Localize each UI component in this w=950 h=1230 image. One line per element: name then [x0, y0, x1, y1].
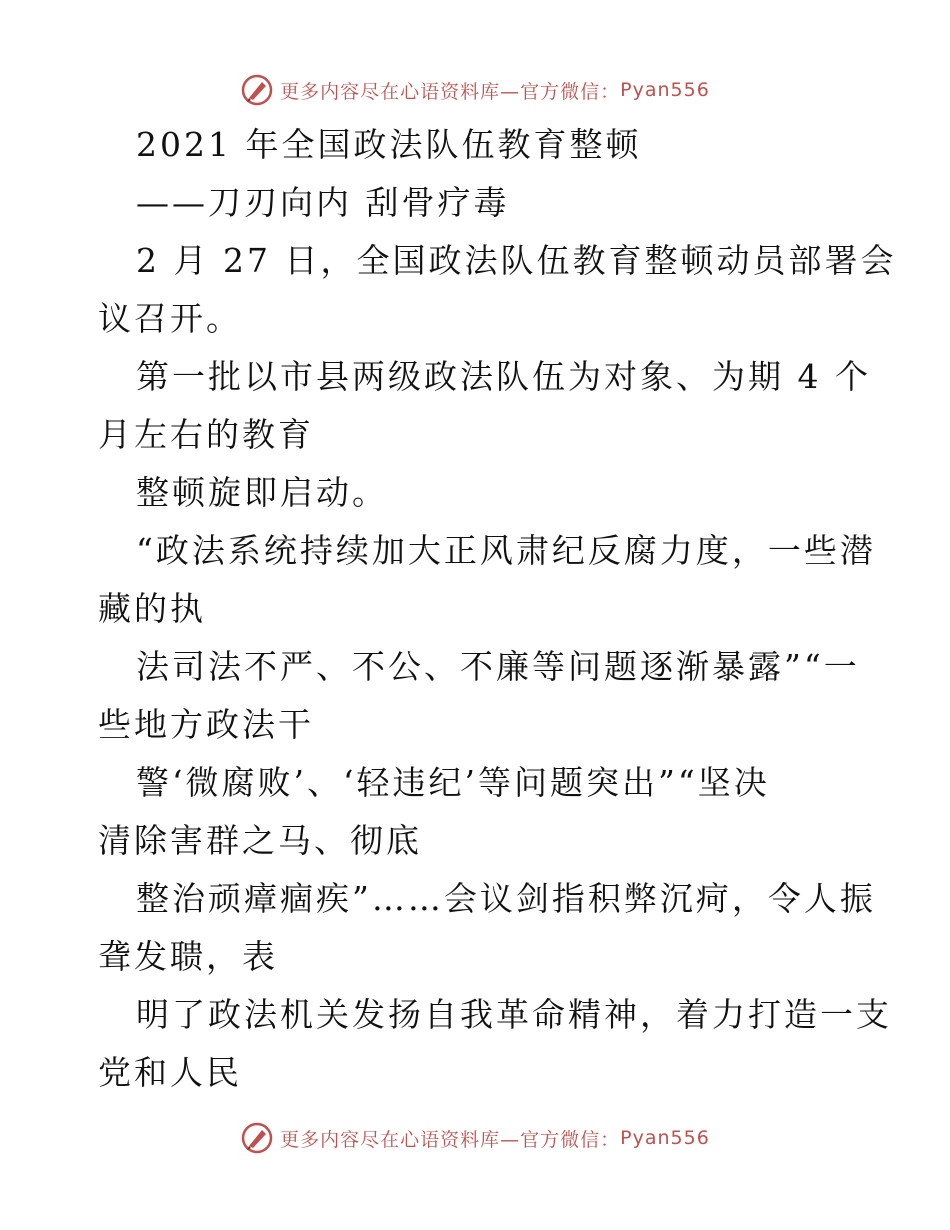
text-line: 2021 年全国政法队伍教育整顿: [136, 125, 642, 164]
text-line: 明了政法机关发扬自我革命精神，着力打造一支: [136, 995, 892, 1034]
text-line: 月左右的教育: [98, 415, 314, 454]
pen-logo-icon: [240, 1121, 274, 1155]
wechat-id: Pyan556: [620, 79, 710, 101]
text-line: 藏的执: [98, 589, 206, 628]
text-line: “政法系统持续加大正风肃纪反腐力度，一些潜: [136, 531, 876, 570]
text-line: 法司法不严、不公、不廉等问题逐渐暴露”“一: [136, 647, 860, 686]
text-line: 2 月 27 日，全国政法队伍教育整顿动员部署会: [136, 241, 897, 280]
text-line: 整顿旋即启动。: [136, 473, 388, 512]
text-line: ——刀刃向内 刮骨疗毒: [136, 183, 510, 222]
pen-logo-icon: [240, 73, 274, 107]
watermark-text: 更多内容尽在心语资料库—官方微信：: [280, 1128, 621, 1151]
text-line: 整治顽瘴痼疾”……会议剑指积弊沉疴，令人振: [136, 879, 876, 918]
text-line: 第一批以市县两级政法队伍为对象、为期 4 个: [136, 357, 871, 396]
text-line: 清除害群之马、彻底: [98, 821, 422, 860]
text-line: 些地方政法干: [98, 705, 314, 744]
text-line: 聋发聩，表: [98, 937, 278, 976]
footer-watermark: [0, 1118, 950, 1158]
text-line: 警‘微腐败’、‘轻违纪’等问题突出”“坚决: [136, 763, 770, 802]
text-line: 党和人民: [98, 1053, 242, 1092]
text-line: 议召开。: [98, 299, 242, 338]
document-body: [98, 116, 897, 1102]
header-watermark: [0, 70, 950, 110]
wechat-id: Pyan556: [620, 1127, 710, 1149]
watermark-text: 更多内容尽在心语资料库—官方微信：: [280, 80, 621, 103]
